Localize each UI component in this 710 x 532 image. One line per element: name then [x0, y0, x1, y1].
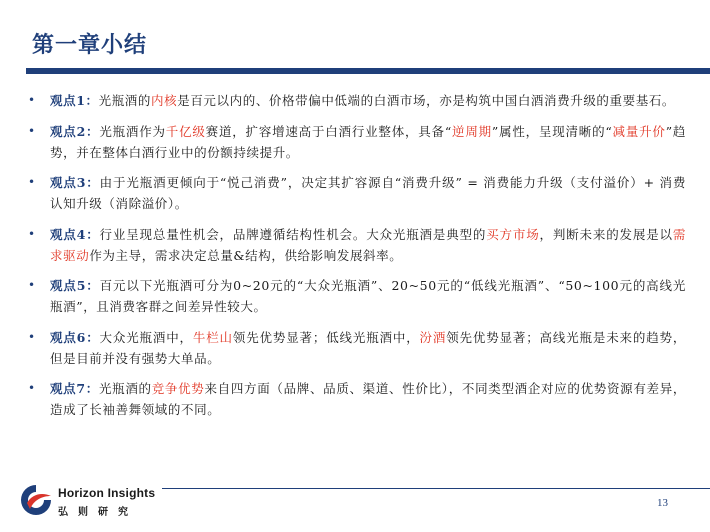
point-text: 大众光瓶酒中，: [99, 329, 193, 345]
point-text: 光瓶酒的: [98, 93, 152, 108]
summary-point: [26, 275, 686, 317]
bullet-icon: •: [28, 278, 36, 292]
brand-name-en: Horizon Insights: [58, 486, 156, 500]
page-title: 第一章小结: [32, 33, 148, 58]
point-text: ，判断未来的发展是以: [539, 226, 673, 242]
summary-points-list: [26, 90, 686, 430]
point-text: ”属性，呈现清晰的“: [491, 123, 613, 139]
highlight-text: 汾酒: [419, 329, 447, 345]
summary-point: [26, 172, 686, 214]
highlight-text: 千亿级: [165, 123, 206, 139]
summary-point: [26, 90, 686, 111]
highlight-text: 逆周期: [451, 123, 492, 139]
point-label: 观点5：: [50, 278, 100, 293]
point-label: 观点6：: [50, 329, 100, 345]
footer-divider: [162, 488, 710, 489]
point-text: 光瓶酒的: [98, 381, 152, 396]
highlight-text: 竞争优势: [151, 381, 205, 396]
bullet-icon: •: [28, 93, 36, 107]
point-text: 是百元以内的、价格带偏中低端的白酒市场，亦是构筑中国白酒消费升级的重要基石。: [177, 93, 676, 108]
title-divider: [26, 68, 710, 74]
horizon-insights-logo-icon: [18, 482, 54, 518]
point-text: ”趋势，并在整体白酒行业中的份额持续提升。: [50, 123, 686, 160]
point-text: 赛道，扩容增速高于白酒行业整体，具备“: [205, 123, 452, 139]
point-text: 来自四方面（品牌、品质、渠道、性价比），不同类型酒企对应的优势资源有差异，造成了长袖善舞领域的不同。: [50, 381, 686, 417]
highlight-text: 牛栏山: [192, 329, 233, 345]
point-text: 行业呈现总量性机会，品牌遵循结构性机会。大众光瓶酒是典型的: [99, 226, 487, 242]
highlight-text: 买方市场: [486, 226, 540, 242]
point-text: 百元以下光瓶酒可分为0~20元的“大众光瓶酒”、20~50元的“低线光瓶酒”、“50~100元的高线光瓶酒”，且消费客群之间差异性较大。: [50, 278, 686, 314]
point-label: 观点3：: [50, 175, 100, 190]
point-label: 观点4：: [50, 226, 100, 242]
highlight-text: 内核: [151, 93, 178, 108]
summary-point: [26, 121, 686, 163]
point-text: 领先优势显著；低线光瓶酒中，: [232, 329, 420, 345]
bullet-icon: •: [28, 329, 36, 344]
bullet-icon: •: [28, 123, 36, 138]
point-text: 作为主导，需求决定总量&结构，供给影响发展斜率。: [89, 247, 403, 263]
point-label: 观点1：: [50, 93, 99, 108]
point-label: 观点2：: [50, 123, 100, 139]
summary-point: [26, 224, 686, 266]
point-text: 光瓶酒作为: [99, 123, 166, 139]
summary-point: [26, 378, 686, 420]
bullet-icon: •: [28, 381, 36, 395]
highlight-text: 减量升价: [612, 123, 666, 139]
bullet-icon: •: [28, 226, 36, 241]
bullet-icon: •: [28, 175, 36, 189]
summary-point: [26, 327, 686, 369]
point-label: 观点7：: [50, 381, 99, 396]
highlight-text: 需求驱动: [50, 226, 686, 263]
page-number: 13: [657, 497, 668, 509]
point-text: 领先优势显著；高线光瓶是未来的趋势，但是目前并没有强势大单品。: [50, 329, 686, 366]
point-text: 由于光瓶酒更倾向于“悦己消费”，决定其扩容源自“消费升级” = 消费能力升级（支付溢价）+ 消费认知升级（消除溢价）。: [50, 175, 686, 211]
brand-name-cn: 弘则研究: [58, 507, 138, 518]
